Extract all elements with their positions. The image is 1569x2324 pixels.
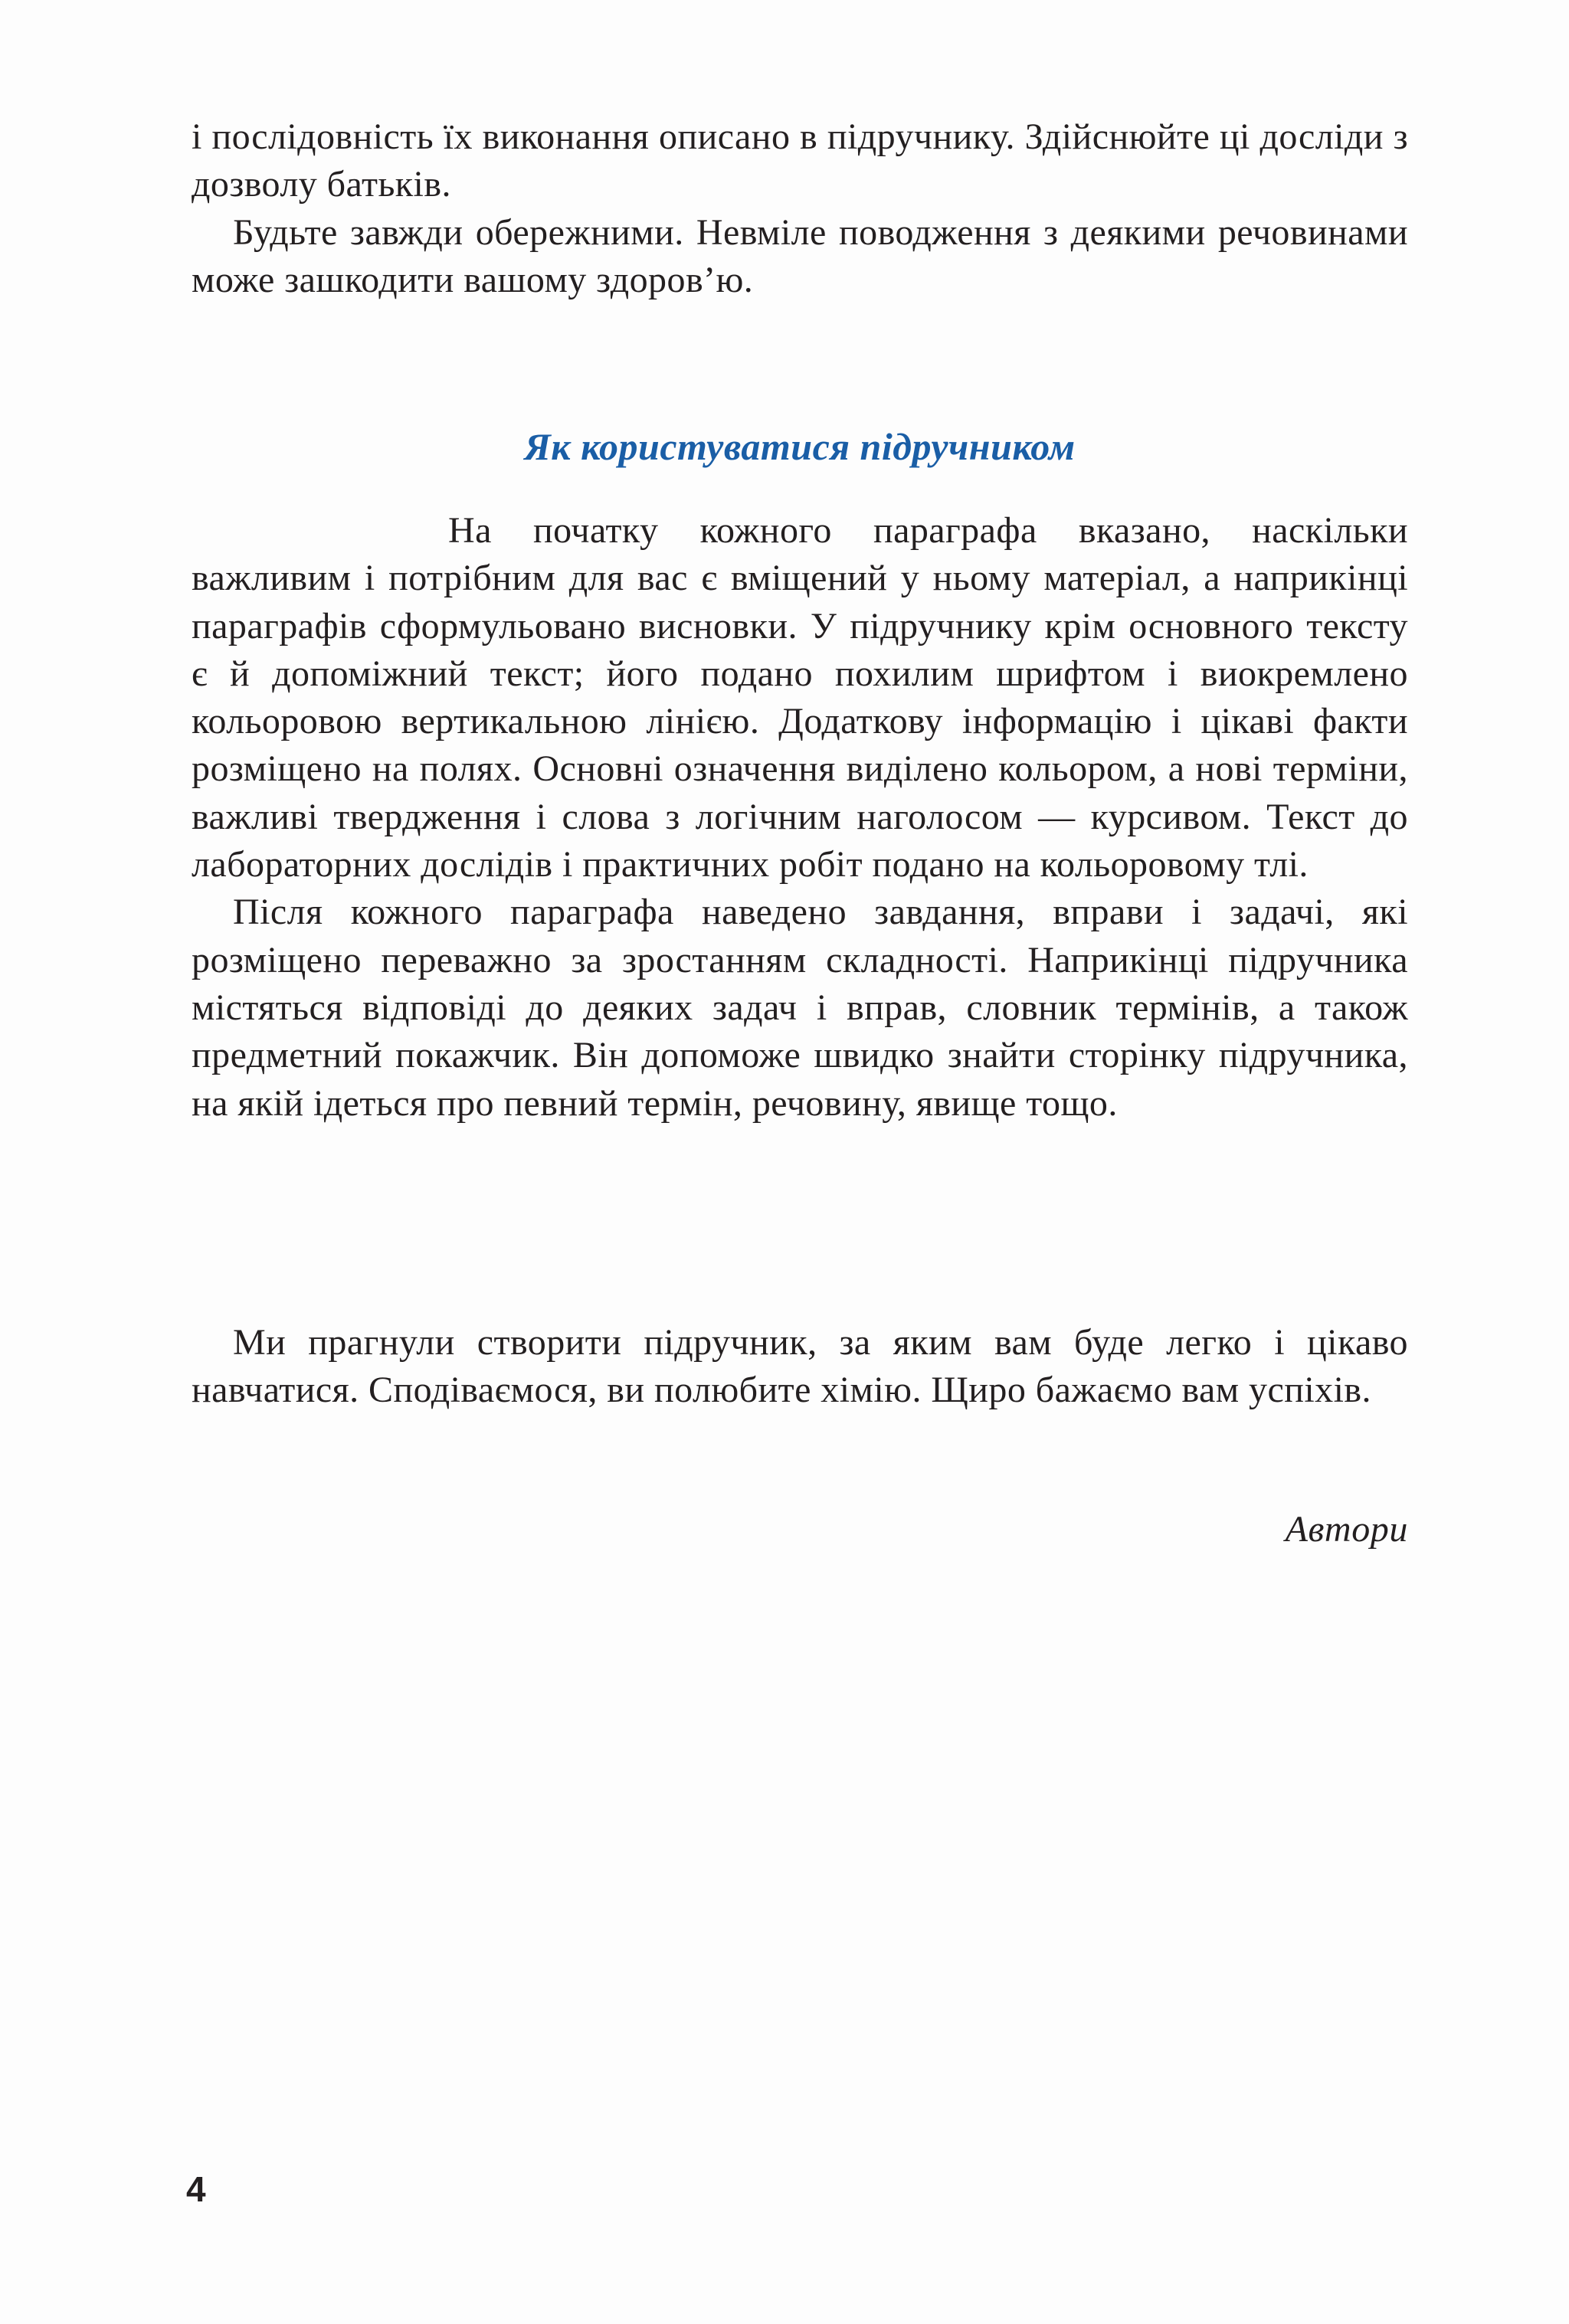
authors-signature: Автори [1285,1509,1408,1550]
continued-paragraph: і послідовність їх виконання описано в підручнику. Здійснюйте ці досліди з дозволу батьків. [192,116,1408,205]
body-paragraph-exercises: Після кожного параграфа наведено завдання, вправи і задачі, які розміщено переважно за зростанням складності. Наприкінці підручника містяться відповіді до деяких задач і вправ, словник термінів, а також предметний покажчик. Він допоможе швидко знайти сторінку підручника, на якій ідеться про певний термін, речовину, явище тощо. [192,892,1408,1124]
caution-paragraph: Будьте завжди обережними. Невміле поводження з деякими речовинами може зашкодити вашому здоров’ю. [192,211,1408,300]
page-number: 4 [186,2169,206,2209]
body-paragraph-structure: На початку кожного параграфа вказано, наскільки важливим і потрібним для вас є вміщений у ньому матеріал, а наприкінці параграфів сформульовано висновки. У підручнику крім основного тексту є й допоміжний текст; його подано похилим шрифтом і виокремлено кольоровою вертикальною лінією. Додаткову інформацію і цікаві факти розміщено на полях. Основні означення виділено кольором, а нові терміни, важливі твердження і слова з логічним наголосом — курсивом. Текст до лабораторних дослідів і практичних робіт подано на кольоровому тлі. [192,510,1408,885]
how-to-use-text-block [192,507,1408,1128]
section-heading: Як користуватися підручником [524,425,1076,468]
closing-text-block [192,1319,1408,1415]
intro-text-block [192,113,1408,304]
closing-paragraph: Ми прагнули створити підручник, за яким вам буде легко і цікаво навчатися. Сподіваємося, ви полюбите хімію. Щиро бажаємо вам успіхів. [192,1322,1408,1411]
